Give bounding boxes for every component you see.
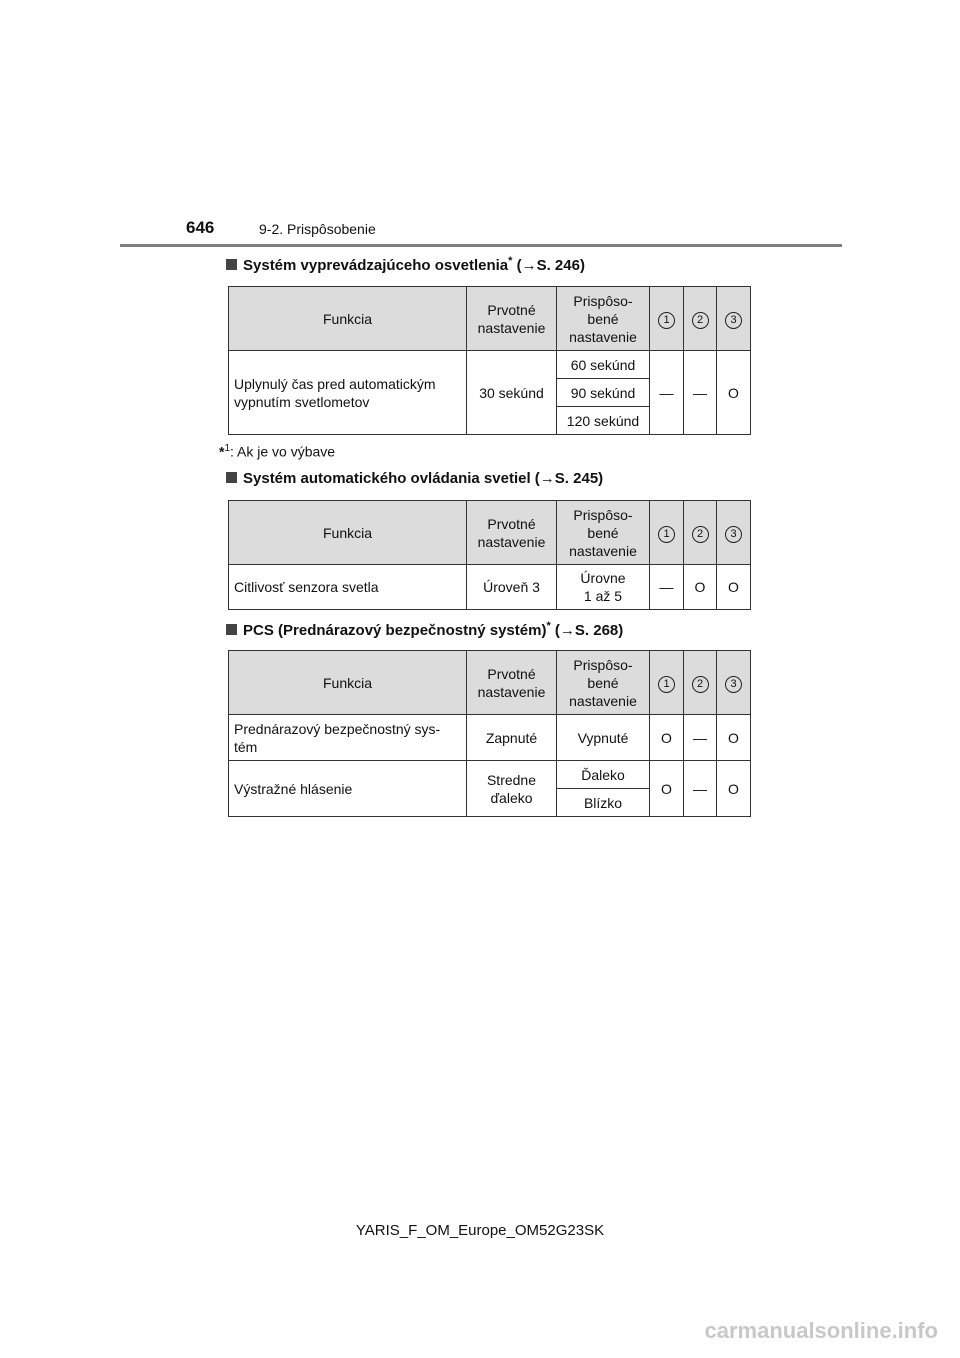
number-3-circle-icon: 3	[725, 676, 742, 693]
chapter-title: 9-2. Prispôsobenie	[259, 221, 376, 237]
option-cell: Ďaleko	[557, 761, 650, 789]
number-2-circle-icon: 2	[692, 312, 709, 329]
default-cell: Úroveň 3	[467, 565, 557, 610]
method-1-cell: O	[650, 761, 684, 817]
table-row	[229, 351, 751, 379]
function-cell: Prednárazový bezpečnostný sys- tém	[229, 715, 467, 761]
col-header-method-2	[684, 501, 717, 565]
method-1-cell: —	[650, 565, 684, 610]
settings-table-following-lights	[228, 286, 751, 435]
col-header-default: Prvotné nastavenie	[467, 501, 557, 565]
table-header-row	[229, 501, 751, 565]
col-header-function: Funkcia	[229, 287, 467, 351]
header-rule	[120, 244, 842, 247]
number-1-circle-icon: 1	[658, 526, 675, 543]
number-1-circle-icon: 1	[658, 676, 675, 693]
function-cell: Uplynulý čas pred automatickým vypnutím svetlometov	[229, 351, 467, 435]
method-2-cell: —	[684, 351, 717, 435]
col-header-custom: Prispôso- bené nastavenie	[557, 501, 650, 565]
bullet-square-icon	[226, 259, 237, 270]
table-row	[229, 715, 751, 761]
default-cell: Zapnuté	[467, 715, 557, 761]
col-header-function: Funkcia	[229, 501, 467, 565]
settings-table-pcs	[228, 650, 751, 817]
section-title-pcs: PCS (Prednárazový bezpečnostný systém)* (→S. 268)	[226, 620, 623, 639]
col-header-custom: Prispôso- bené nastavenie	[557, 651, 650, 715]
settings-table-auto-light-control	[228, 500, 751, 610]
method-3-cell: O	[717, 565, 751, 610]
col-header-method-3	[717, 287, 751, 351]
page-reference: (→S. 245)	[534, 470, 604, 487]
default-cell: 30 sekúnd	[467, 351, 557, 435]
col-header-custom: Prispôso- bené nastavenie	[557, 287, 650, 351]
col-header-function: Funkcia	[229, 651, 467, 715]
function-cell: Výstražné hlásenie	[229, 761, 467, 817]
table-header-row	[229, 651, 751, 715]
option-cell: Úrovne 1 až 5	[557, 565, 650, 610]
bullet-square-icon	[226, 624, 237, 635]
option-cell: Blízko	[557, 789, 650, 817]
col-header-method-2	[684, 651, 717, 715]
col-header-method-1	[650, 651, 684, 715]
number-2-circle-icon: 2	[692, 526, 709, 543]
watermark: carmanualsonline.info	[704, 1318, 938, 1343]
method-3-cell: O	[717, 715, 751, 761]
number-3-circle-icon: 3	[725, 526, 742, 543]
option-cell: 120 sekúnd	[557, 407, 650, 435]
section-title-following-lights: Systém vyprevádzajúceho osvetlenia* (→S. 246)	[226, 255, 585, 274]
number-2-circle-icon: 2	[692, 676, 709, 693]
number-3-circle-icon: 3	[725, 312, 742, 329]
number-1-circle-icon: 1	[658, 312, 675, 329]
page-reference: (→S. 246)	[516, 257, 585, 274]
col-header-method-1	[650, 287, 684, 351]
bullet-square-icon	[226, 472, 237, 483]
method-2-cell: O	[684, 565, 717, 610]
col-header-method-3	[717, 651, 751, 715]
footnote: *$^1$: Ak je vo výbave	[219, 443, 336, 460]
method-2-cell: —	[684, 715, 717, 761]
default-cell: Stredne ďaleko	[467, 761, 557, 817]
section-title-auto-light-control: Systém automatického ovládania svetiel (→S. 245)	[226, 470, 603, 487]
col-header-default: Prvotné nastavenie	[467, 287, 557, 351]
col-header-method-1	[650, 501, 684, 565]
function-cell: Citlivosť senzora svetla	[229, 565, 467, 610]
col-header-method-3	[717, 501, 751, 565]
page-reference: (→S. 268)	[554, 622, 624, 639]
table-row	[229, 565, 751, 610]
table-header-row	[229, 287, 751, 351]
option-cell: 60 sekúnd	[557, 351, 650, 379]
table-row	[229, 761, 751, 789]
page-number: 646	[186, 218, 215, 237]
col-header-default: Prvotné nastavenie	[467, 651, 557, 715]
col-header-method-2	[684, 287, 717, 351]
option-cell: Vypnuté	[557, 715, 650, 761]
method-3-cell: O	[717, 761, 751, 817]
method-1-cell: O	[650, 715, 684, 761]
method-2-cell: —	[684, 761, 717, 817]
document-id: YARIS_F_OM_Europe_OM52G23SK	[355, 1222, 605, 1239]
method-3-cell: O	[717, 351, 751, 435]
method-1-cell: —	[650, 351, 684, 435]
option-cell: 90 sekúnd	[557, 379, 650, 407]
